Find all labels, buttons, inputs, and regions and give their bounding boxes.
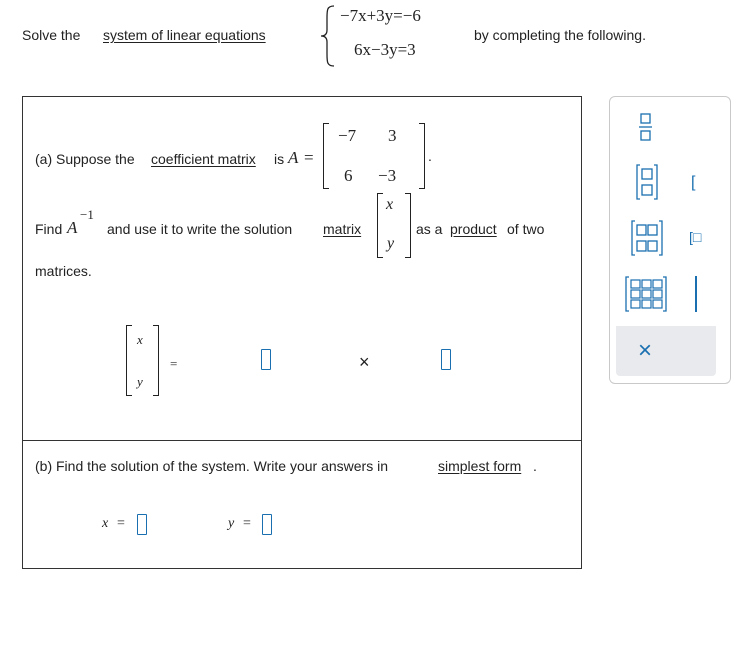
part-b-period: . (533, 458, 537, 474)
product-link[interactable]: product (450, 221, 497, 237)
eq-vector-x: x (137, 332, 143, 347)
palette-partial-bar[interactable] (695, 276, 697, 312)
matrix-2x1-icon[interactable] (636, 164, 658, 200)
y-answer-box[interactable] (262, 514, 272, 535)
matrix-2x2-icon[interactable] (631, 220, 663, 256)
y-label: y (228, 516, 235, 531)
matrix-right-bracket (419, 123, 425, 189)
part-a-prefix: (a) Suppose the (35, 151, 135, 167)
part-a-panel (22, 96, 582, 442)
matrix-cell-1-1: −7 (338, 126, 357, 145)
coefficient-matrix-link[interactable]: coefficient matrix (151, 151, 256, 167)
times-sign: × (359, 352, 370, 372)
inverse-exponent: −1 (80, 207, 94, 222)
system-of-linear-equations-link[interactable]: system of linear equations (103, 27, 266, 43)
matrix-cell-2-2: −3 (378, 166, 397, 185)
eq-equals-sign: = (170, 356, 178, 371)
eq-vector-right-bracket (153, 325, 159, 396)
matrix-cell-2-1: 6 (344, 166, 353, 185)
simplest-form-link[interactable]: simplest form (438, 458, 522, 474)
matrix-name-a: A (288, 148, 299, 167)
fraction-icon[interactable] (639, 113, 653, 143)
close-icon[interactable]: × (638, 337, 653, 364)
use-text: and use it to write the solution (107, 221, 293, 237)
inverse-matrix-answer-box[interactable] (261, 349, 271, 370)
of-two-text: of two (507, 221, 545, 237)
matrix-link[interactable]: matrix (323, 221, 362, 237)
palette-footer (616, 326, 716, 376)
system-brace-icon (319, 4, 337, 68)
is-text: is (274, 151, 285, 167)
part-b-prompt: (b) Find the solution of the system. Write your answers in (35, 458, 388, 474)
inverse-base: A (67, 218, 78, 237)
eq-vector-y: y (137, 374, 143, 389)
y-equals: = (243, 516, 251, 531)
header-suffix: by completing the following. (474, 27, 646, 43)
header-prefix: Solve the (22, 27, 81, 43)
constant-matrix-answer-box[interactable] (441, 349, 451, 370)
vector-x: x (386, 196, 394, 213)
matrix-cell-1-2: 3 (388, 126, 397, 145)
equation-1: −7x+3y=−6 (340, 6, 421, 25)
vector-right-bracket (405, 193, 411, 258)
vector-left-bracket (377, 193, 383, 258)
find-text: Find (35, 221, 63, 237)
vector-y: y (387, 235, 395, 252)
matrix-left-bracket (323, 123, 329, 189)
palette-partial-bracket-2[interactable]: [□ (689, 229, 702, 245)
matrices-text: matrices. (35, 263, 92, 279)
matrix-period: . (428, 148, 432, 164)
x-answer-box[interactable] (137, 514, 147, 535)
palette-partial-bracket-1[interactable]: [ (691, 174, 696, 191)
matrix-3x3-icon[interactable] (625, 276, 667, 312)
equation-2: 6x−3y=3 (354, 40, 416, 59)
x-equals: = (117, 516, 125, 531)
as-a-text: as a (416, 221, 443, 237)
x-label: x (102, 516, 109, 531)
eq-vector-left-bracket (126, 325, 132, 396)
equals-sign: = (304, 148, 314, 167)
